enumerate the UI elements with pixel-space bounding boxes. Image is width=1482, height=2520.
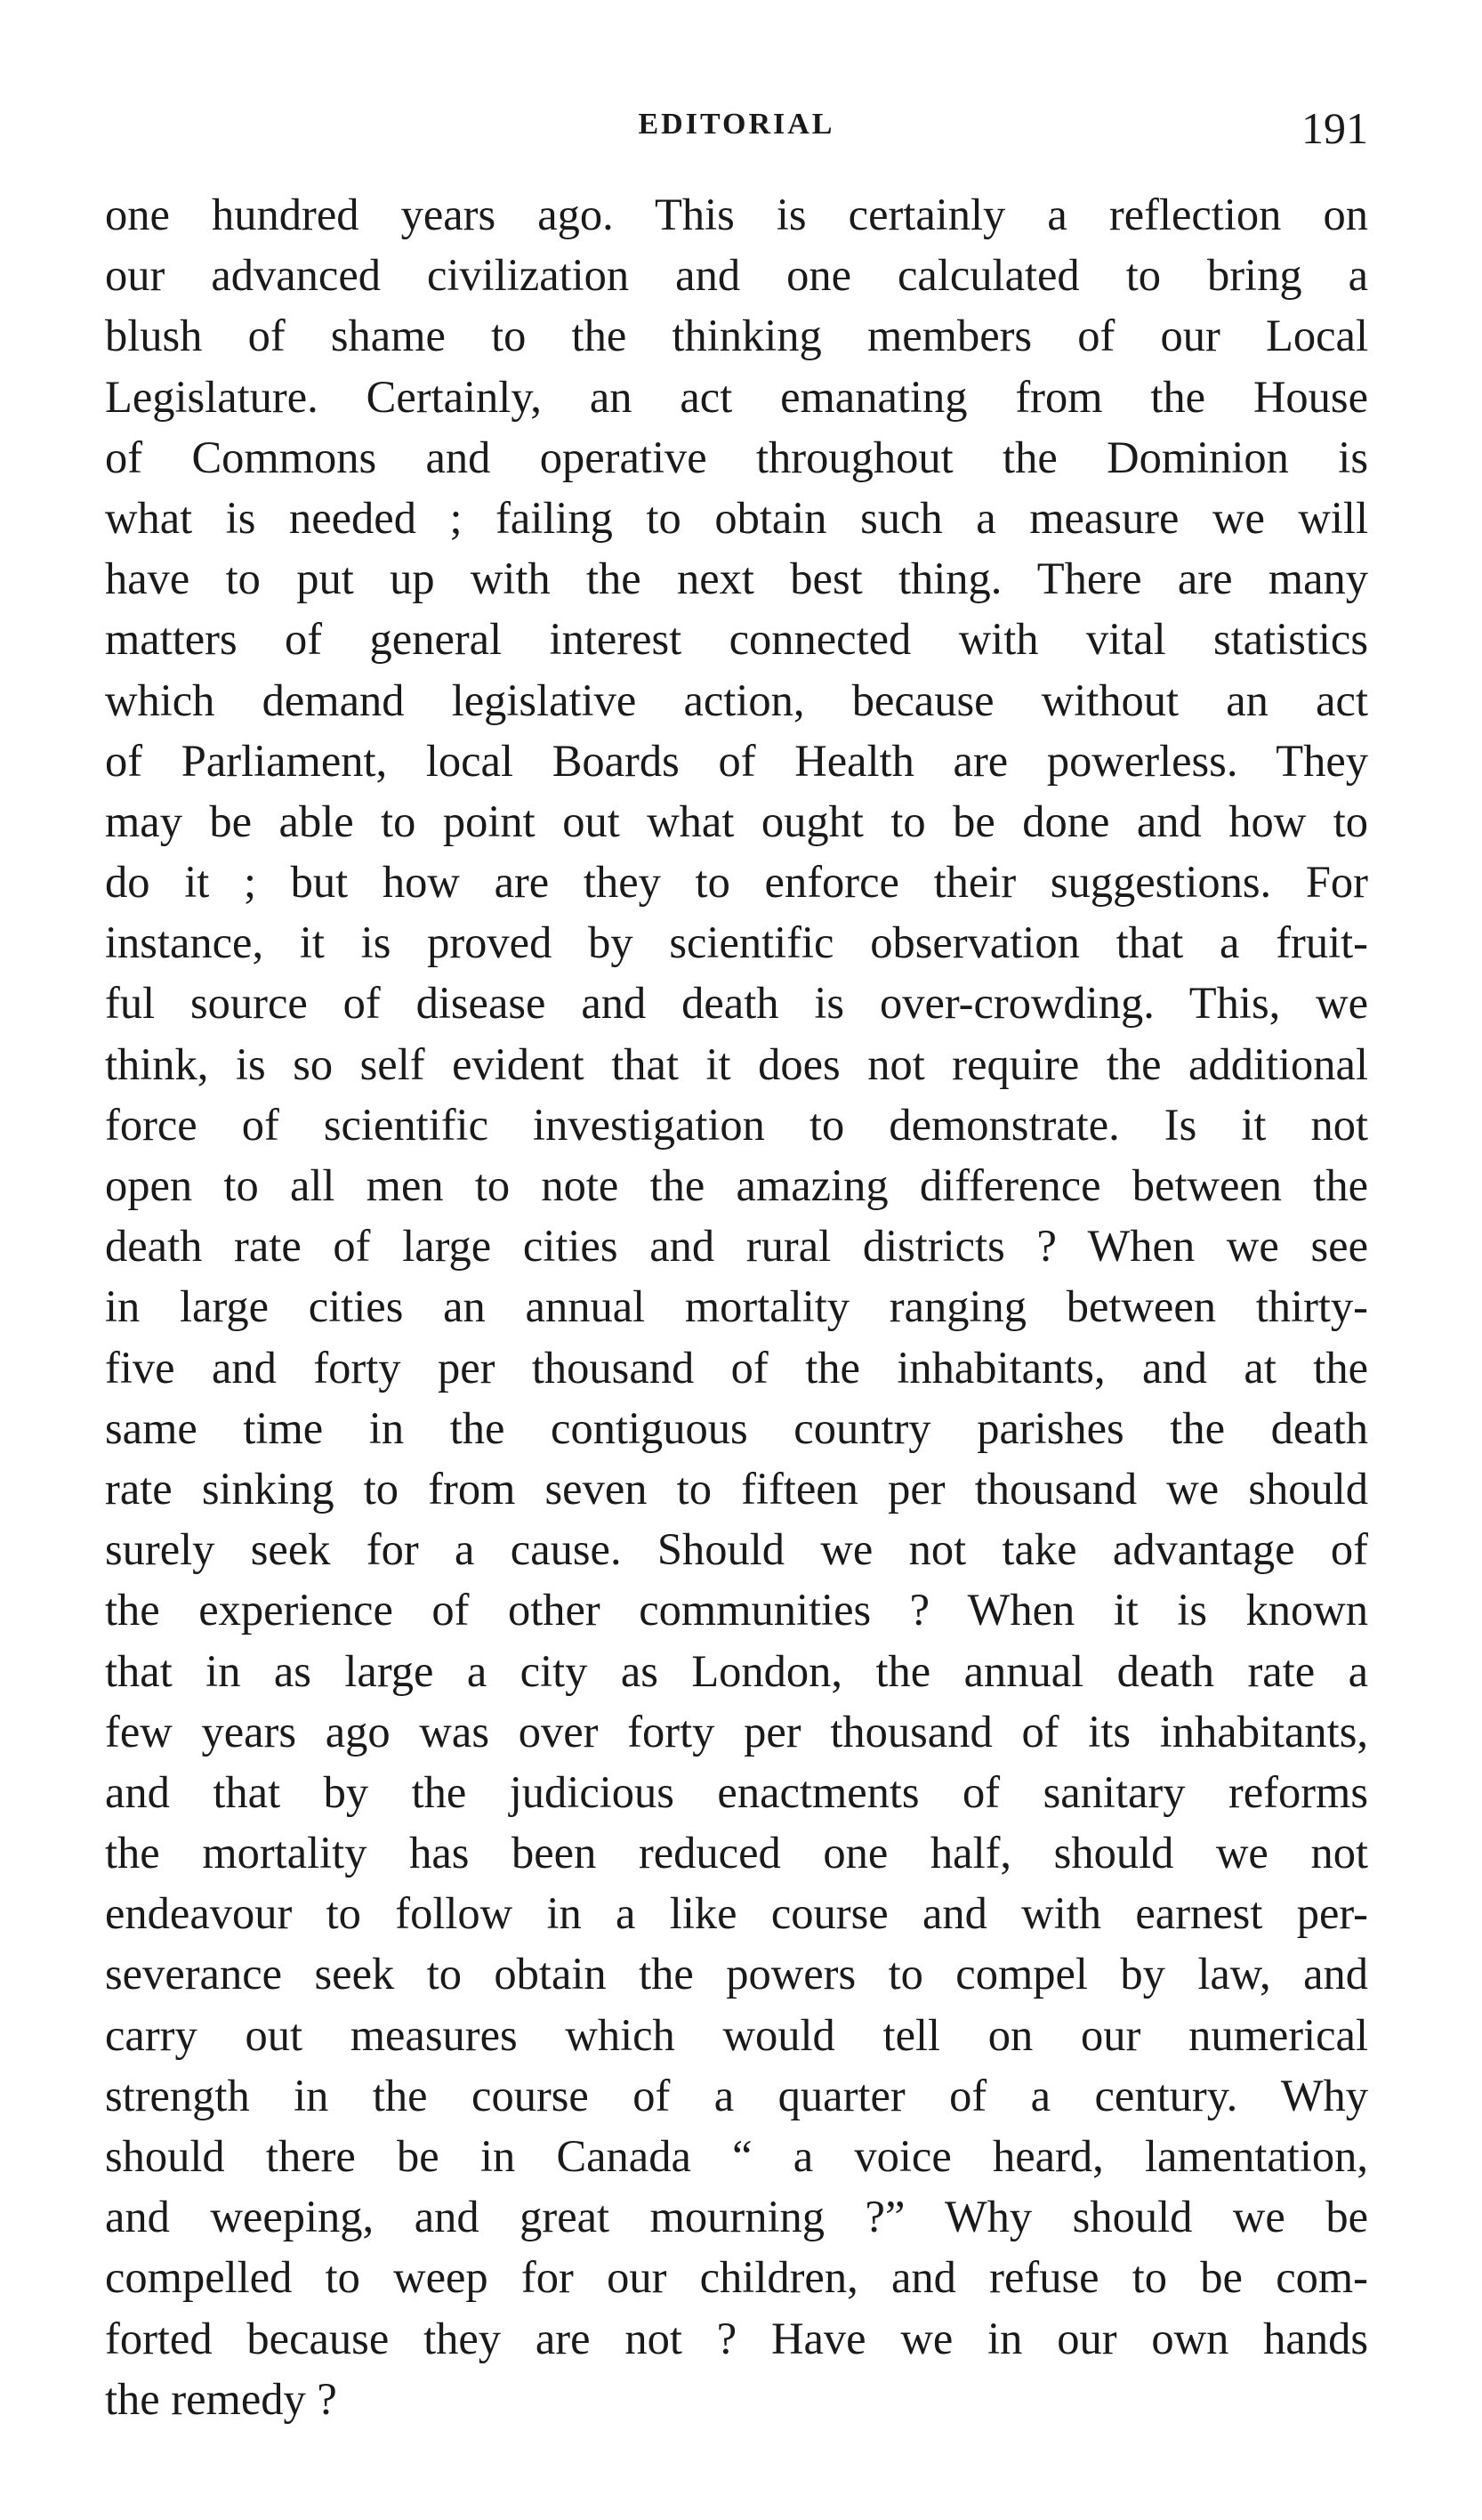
text-line: instance, it is proved by scientific observation that a fruit- [105, 917, 1368, 968]
text-line: of Parliament, local Boards of Health are powerless. They [105, 735, 1368, 786]
text-line: few years ago was over forty per thousand of its inhabitants, [105, 1706, 1368, 1757]
text-line: ful source of disease and death is over-crowding. This, we [105, 978, 1368, 1029]
text-line: of Commons and operative throughout the Dominion is [105, 432, 1368, 482]
text-line: our advanced civilization and one calculated to bring a [105, 250, 1368, 301]
text-line: one hundred years ago. This is certainly a reflection on [105, 190, 1368, 239]
text-line: rate sinking to from seven to fifteen per thousand we should [105, 1463, 1368, 1514]
text-line: which demand legislative action, because without an act [105, 674, 1368, 725]
page-number: 191 [1301, 103, 1368, 153]
text-line: death rate of large cities and rural districts ? When we see [105, 1221, 1368, 1272]
text-line: strength in the course of a quarter of a century. Why [105, 2070, 1368, 2120]
text-line: matters of general interest connected with vital statistics [105, 614, 1368, 665]
text-line-last: the remedy ? [105, 2373, 337, 2424]
text-line: do it ; but how are they to enforce their suggestions. For [105, 857, 1368, 908]
text-line: surely seek for a cause. Should we not take advantage of [105, 1524, 1368, 1575]
text-line: the mortality has been reduced one half, should we not [105, 1828, 1368, 1878]
text-line: five and forty per thousand of the inhabitants, and at the [105, 1342, 1368, 1393]
text-line: open to all men to note the amazing difference between the [105, 1160, 1368, 1210]
text-line: and that by the judicious enactments of sanitary reforms [105, 1766, 1368, 1817]
text-line: and weeping, and great mourning ?” Why should we be [105, 2192, 1368, 2242]
text-line: same time in the contiguous country parishes the death [105, 1402, 1368, 1453]
text-line: forted because they are not ? Have we in our own hands [105, 2313, 1368, 2363]
text-line: force of scientific investigation to demonstrate. Is it not [105, 1099, 1368, 1150]
text-line: Legislature. Certainly, an act emanating from the House [105, 371, 1368, 422]
text-line: compelled to weep for our children, and refuse to be com- [105, 2252, 1368, 2303]
text-line: severance seek to obtain the powers to compel by law, and [105, 1949, 1368, 1999]
text-line: may be able to point out what ought to be done and how to [105, 796, 1368, 846]
text-line: in large cities an annual mortality ranging between thirty- [105, 1281, 1368, 1332]
text-line: endeavour to follow in a like course and with earnest per- [105, 1888, 1368, 1939]
text-line: the experience of other communities ? When it is known [105, 1585, 1368, 1636]
text-line: what is needed ; failing to obtain such a measure we will [105, 492, 1368, 543]
running-title: EDITORIAL [638, 108, 835, 141]
text-line: think, is so self evident that it does not require the additional [105, 1038, 1368, 1089]
running-head [105, 102, 1368, 156]
text-line: carry out measures which would tell on our numerical [105, 2009, 1368, 2060]
text-line: blush of shame to the thinking members of our Local [105, 311, 1368, 361]
text-line: have to put up with the next best thing. There are many [105, 553, 1368, 604]
editorial-body [105, 184, 1368, 2429]
text-line: that in as large a city as London, the annual death rate a [105, 1645, 1368, 1696]
text-line: should there be in Canada “ a voice heard, lamentation, [105, 2131, 1368, 2181]
